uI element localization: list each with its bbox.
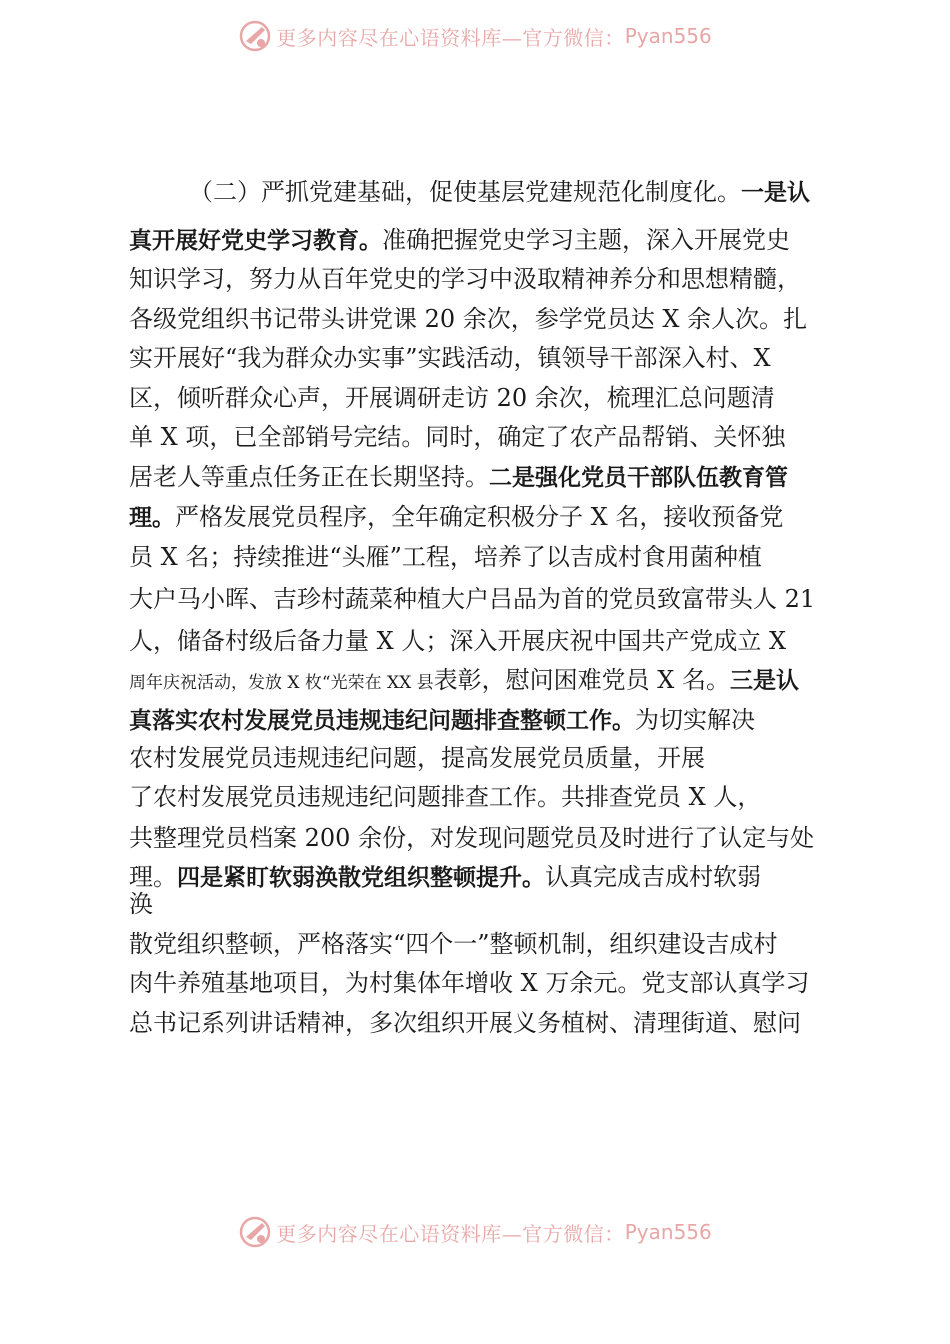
body-text: 为切实解决 xyxy=(635,706,755,734)
text-line xyxy=(129,462,788,493)
text-line xyxy=(129,743,705,773)
body-text: 周年庆祝活动，发放 X 枚“光荣在 XX 县 xyxy=(129,673,434,693)
watermark-header xyxy=(0,16,950,56)
body-text: 大户马小晖、吉珍村蔬菜种植大户吕品为首的党员致富带头人 21 xyxy=(129,585,816,613)
body-text: （二）严抓党建基础，促使基层党建规范化制度化。 xyxy=(189,178,741,206)
body-text: 散党组织整顿，严格落实“四个一”整顿机制，组织建设吉成村 xyxy=(129,930,778,958)
text-line xyxy=(129,1008,801,1038)
body-text: 总书记系列讲话精神，多次组织开展义务植树、清理街道、慰问 xyxy=(129,1009,801,1037)
bold-heading-text: 三是认 xyxy=(729,668,799,694)
body-text: 员 X 名；持续推进“头雁”工程，培养了以吉成村食用菌种植 xyxy=(129,543,762,571)
body-text: 认真完成吉成村软弱 xyxy=(545,863,761,891)
bold-heading-text: 真落实农村发展党员违规违纪问题排查整顿工作。 xyxy=(129,708,635,734)
brand-logo-icon xyxy=(238,1215,272,1249)
text-line xyxy=(129,584,815,614)
body-text: 各级党组织书记带头讲党课 20 余次，参学党员达 X 余人次。扎 xyxy=(129,305,808,333)
watermark-footer xyxy=(0,1212,950,1252)
text-line xyxy=(129,422,785,452)
body-text: 了农村发展党员违规违纪问题排查工作。共排查党员 X 人， xyxy=(129,783,762,811)
body-text: 涣 xyxy=(129,890,153,918)
text-line xyxy=(129,304,807,334)
bold-heading-text: 真开展好党史学习教育。 xyxy=(129,228,382,254)
brand-logo-icon xyxy=(238,19,272,53)
body-text: 理。 xyxy=(129,863,177,891)
text-line xyxy=(129,705,755,736)
bold-heading-text: 一是认 xyxy=(741,180,810,206)
text-line xyxy=(129,968,809,998)
text-line xyxy=(129,626,786,656)
text-line xyxy=(129,502,783,533)
text-line xyxy=(129,889,153,919)
text-line xyxy=(129,383,775,413)
text-line xyxy=(129,542,762,572)
body-text: 单 X 项，已全部销号完结。同时，确定了农产品帮销、关怀独 xyxy=(129,423,786,451)
body-text: 人，储备村级后备力量 X 人；深入开展庆祝中国共产党成立 X xyxy=(129,627,787,655)
text-line xyxy=(129,665,799,698)
text-line xyxy=(129,225,790,256)
body-text: 严格发展党员程序，全年确定积极分子 X 名，接收预备党 xyxy=(175,503,784,531)
bold-heading-text: 四是紧盯软弱涣散党组织整顿提升。 xyxy=(177,865,545,891)
watermark-text: 更多内容尽在心语资料库—官方微信： xyxy=(276,1221,625,1246)
text-line xyxy=(189,177,810,208)
text-line xyxy=(129,862,761,893)
body-text: 准确把握党史学习主题，深入开展党史 xyxy=(382,226,790,254)
watermark-text: 更多内容尽在心语资料库—官方微信： xyxy=(276,25,625,50)
text-line xyxy=(129,782,761,812)
text-line xyxy=(129,343,771,373)
text-line xyxy=(129,929,778,959)
watermark-code: Pyan556 xyxy=(624,24,712,48)
body-text: 共整理党员档案 200 余份，对发现问题党员及时进行了认定与处 xyxy=(129,824,815,852)
watermark-code: Pyan556 xyxy=(624,1220,712,1244)
body-text: 区，倾听群众心声，开展调研走访 20 余次，梳理汇总问题清 xyxy=(129,384,775,412)
body-text: 农村发展党员违规违纪问题，提高发展党员质量，开展 xyxy=(129,744,705,772)
body-text: 居老人等重点任务正在长期坚持。 xyxy=(129,463,489,491)
body-text: 表彰，慰问困难党员 X 名。 xyxy=(433,666,730,694)
body-text: 实开展好“我为群众办实事”实践活动，镇领导干部深入村、X xyxy=(129,344,771,372)
bold-heading-text: 理。 xyxy=(129,505,175,531)
text-line xyxy=(129,823,814,853)
text-line xyxy=(129,264,801,294)
body-text: 肉牛养殖基地项目，为村集体年增收 X 万余元。党支部认真学习 xyxy=(129,969,810,997)
bold-heading-text: 二是强化党员干部队伍教育管 xyxy=(489,465,788,491)
body-text: 知识学习，努力从百年党史的学习中汲取精神养分和思想精髓， xyxy=(129,265,801,293)
